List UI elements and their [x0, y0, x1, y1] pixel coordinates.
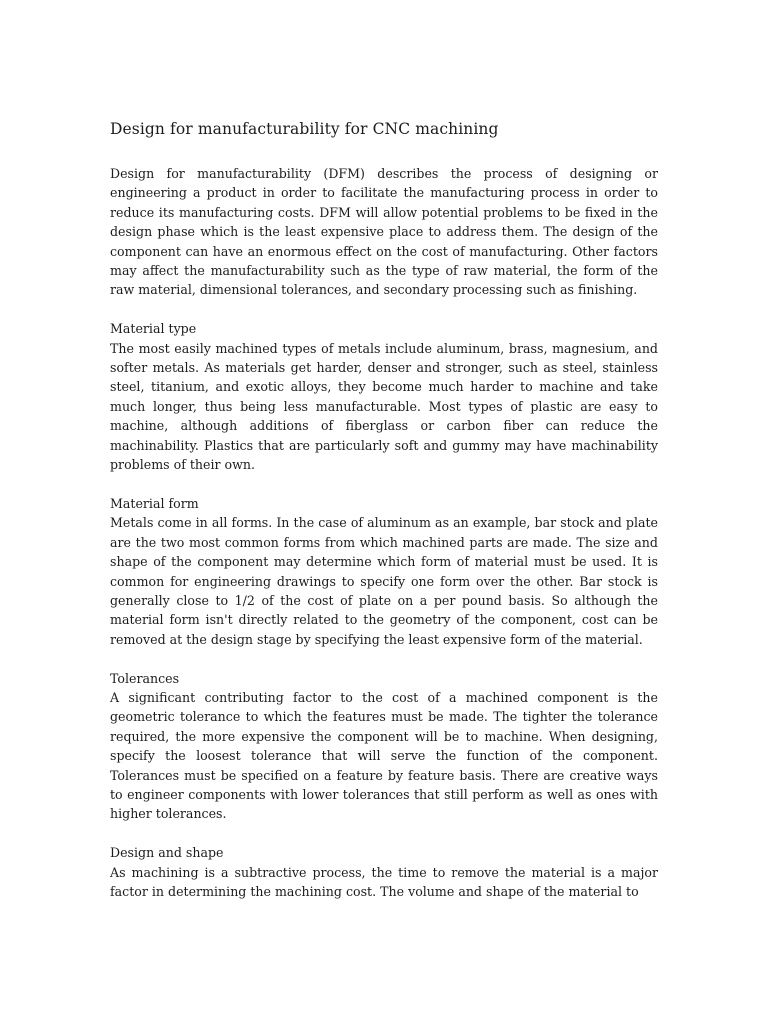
section-design-and-shape — [110, 843, 658, 901]
intro-paragraph: Design for manufacturability (DFM) describes the process of designing or engineering a product in order to facilitate the manufacturing process in order to reduce its manufacturing costs. DFM will allow potential problems to be fixed in the design phase which is the least expensive place to address them. The design of the component can have an enormous effect on the cost of manufacturing. Other factors may affect the manufacturability such as the type of raw material, the form of the raw material, dimensional tolerances, and secondary processing such as finishing. — [110, 166, 658, 298]
section-body: A significant contributing factor to the cost of a machined component is the geometric tolerance to which the features must be made. The tighter the tolerance required, the more expensive the component will be to machine. When designing, specify the loosest tolerance that will serve the function of the component. Tolerances must be specified on a feature by feature basis. There are creative ways to engineer components with lower tolerances that still perform as well as ones with higher tolerances. — [110, 689, 658, 822]
section-material-type — [110, 319, 658, 474]
section-body: Metals come in all forms. In the case of aluminum as an example, bar stock and plate are the two most common forms from which machined parts are made. The size and shape of the component may determine which form of material must be used. It is common for engineering drawings to specify one form over the other. Bar stock is generally close to 1/2 of the cost of plate on a per pound basis. So although the material form isn't directly related to the geometry of the component, cost can be removed at the design stage by specifying the least expensive form of the material. — [110, 515, 658, 647]
document-page — [110, 118, 658, 901]
section-heading: Material form — [110, 495, 199, 511]
section-heading: Design and shape — [110, 845, 224, 861]
document-title: Design for manufacturability for CNC machining — [110, 120, 499, 138]
section-material-form — [110, 494, 658, 649]
section-body: As machining is a subtractive process, the time to remove the material is a major factor in determining the machining cost. The volume and shape of the material to — [110, 864, 658, 899]
section-tolerances — [110, 669, 658, 824]
section-body: The most easily machined types of metals include aluminum, brass, magnesium, and softer metals. As materials get harder, denser and stronger, such as steel, stainless steel, titanium, and exotic alloys, they become much harder to machine and take much longer, thus being less manufacturable. Most types of plastic are easy to machine, although additions of fiberglass or carbon fiber can reduce the machinability. Plastics that are particularly soft and gummy may have machinability problems of their own. — [110, 340, 658, 473]
section-heading: Material type — [110, 321, 197, 337]
section-heading: Tolerances — [110, 670, 180, 686]
